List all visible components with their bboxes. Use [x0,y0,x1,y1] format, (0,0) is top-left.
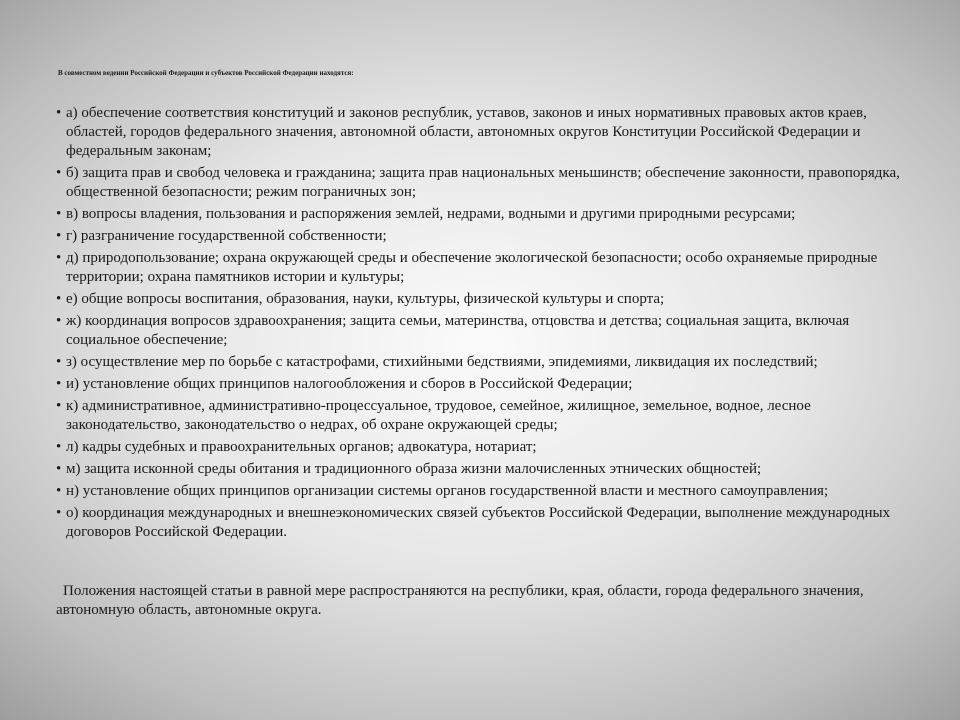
list-item-text: г) разграничение государственной собственности; [66,228,387,244]
bullet-icon: • [56,439,62,455]
bullet-icon: • [56,165,62,181]
list-item-text: б) защита прав и свобод человека и гражданина; защита прав национальных меньшинств; обеспечение законности, правопорядка, общественной безопасности; режим пограничных зон; [66,165,900,200]
bullet-icon: • [56,250,62,266]
bullet-icon: • [56,483,62,499]
list-item [56,249,916,287]
list-item-text: а) обеспечение соответствия конституций и законов республик, уставов, законов и иных нормативных правовых актов краев, областей, городов федерального значения, автономной области, автономных округов Конституции Российской Федерации и федеральным законам; [66,105,867,159]
list-item [56,375,916,394]
list-item-text: е) общие вопросы воспитания, образования, науки, культуры, физической культуры и спорта; [66,291,665,307]
list-item-text: н) установление общих принципов организации системы органов государственной власти и местного самоуправления; [66,483,829,499]
list-item-text: м) защита исконной среды обитания и традиционного образа жизни малочисленных этнических общностей; [66,461,762,477]
bullet-icon: • [56,376,62,392]
list-item [56,164,916,202]
list-item [56,482,916,501]
closing-paragraph: Положения настоящей статьи в равной мере распространяются на республики, края, области, города федерального значения, автономную область, автономные округа. [56,583,864,618]
list-item-text: в) вопросы владения, пользования и распоряжения землей, недрами, водными и другими природными ресурсами; [66,206,796,222]
list-item-text: ж) координация вопросов здравоохранения; защита семьи, материнства, отцовства и детства; социальная защита, включая социальное обеспечение; [66,313,850,348]
list-item-text: д) природопользование; охрана окружающей среды и обеспечение экологической безопасности; особо охраняемые природные территории; охрана памятников истории и культуры; [66,250,878,285]
list-item [56,104,916,161]
article-items-list [56,104,916,545]
list-item [56,460,916,479]
list-item-text: и) установление общих принципов налогообложения и сборов в Российской Федерации; [66,376,633,392]
list-item-text: л) кадры судебных и правоохранительных органов; адвокатура, нотариат; [66,439,537,455]
slide-heading: В совместном ведении Российской Федерации и субъектов Российской Федерации находятся: [58,69,354,77]
list-item [56,504,916,542]
list-item-text: к) административное, административно-процессуальное, трудовое, семейное, жилищное, земельное, водное, лесное законодательство, законодательство о недрах, об охране окружающей среды; [66,398,811,433]
bullet-icon: • [56,313,62,329]
bullet-icon: • [56,228,62,244]
bullet-icon: • [56,105,62,121]
list-item [56,227,916,246]
list-item [56,290,916,309]
bullet-icon: • [56,398,62,414]
list-item [56,312,916,350]
list-item [56,438,916,457]
bullet-icon: • [56,461,62,477]
list-item [56,205,916,224]
list-item [56,397,916,435]
bullet-icon: • [56,505,62,521]
list-item-text: о) координация международных и внешнеэкономических связей субъектов Российской Федерации, выполнение международных договоров Российской Федерации. [66,505,891,540]
list-item [56,353,916,372]
bullet-icon: • [56,291,62,307]
list-item-text: з) осуществление мер по борьбе с катастрофами, стихийными бедствиями, эпидемиями, ликвидация их последствий; [66,354,818,370]
bullet-icon: • [56,354,62,370]
bullet-icon: • [56,206,62,222]
